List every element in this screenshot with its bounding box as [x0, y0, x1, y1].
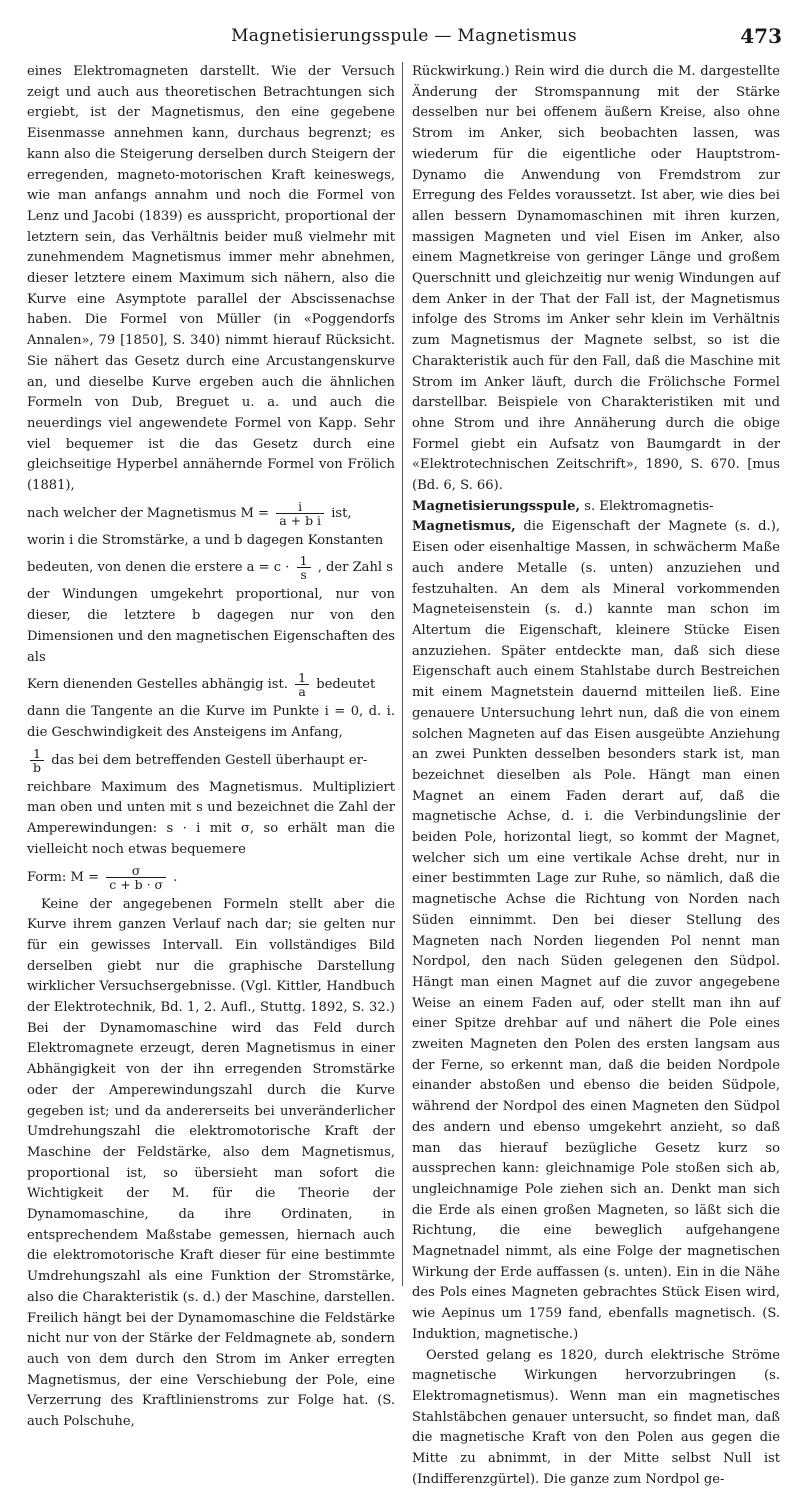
formula-froelich: [27, 497, 395, 531]
lemma-heading: Magnetismus,: [412, 519, 516, 535]
formula-text: bedeutet: [316, 677, 376, 693]
paragraph: Keine der angegebenen Formeln stellt aber die Kurve ihrem ganzen Verlauf nach dar; sie gelten nur für ein gewisses Intervall. Ein vollständiges Bild derselben giebt nur die graphische Darstellung wirklicher Versuchsergebnisse. (Vgl. Kittler, Handbuch der Elektrotechnik, Bd. 1, 2. Aufl., Stuttg. 1892, S. 32.) Bei der Dynamomaschine wird das Feld durch Elektromagnete erzeugt, deren Magnetismus in einer Abhängigkeit von der ihn erregenden Stromstärke oder der Amperewindungszahl durch die Kurve gegeben ist; und da andererseits bei unveränderlicher Umdrehungszahl die elektromotorische Kraft der Maschine der Feldstärke, also dem Magnetismus, proportional ist, so übersieht man sofort die Wichtigkeit der M. für die Theorie der Dynamomaschine, da ihre Ordinaten, in entsprechendem Maßstabe gemessen, hiernach auch die elektromotorische Kraft dieser für eine bestimmte Umdrehungszahl als eine Funktion der Stromstärke, also die Charakteristik (s. d.) der Maschine, darstellen. Freilich hängt bei der Dynamomaschine die Feldstärke nicht nur von der Stärke der Feldmagnete ab, sondern auch von dem durch den Strom im Anker erregten Magnetismus, der eine Verschiebung der Pole, eine Verzerrung des Kraftlinienstroms zur Folge hat. (S. auch Polschuhe,: [27, 896, 395, 1430]
right-column: [412, 62, 780, 1487]
entry-text: die Eigenschaft der Magnete (s. d.), Eisen oder eisenhaltige Massen, in schwächerm Maße auch andere Metalle (s. unten) anzuziehen und festzuhalten. An dem als Mineral vorkommenden Magneteisenstein (s. d.) kannte man schon im Altertum die Eigenschaft, kleinere Stücke Eisen anzuziehen. Später entdeckte man, daß sich diese Eigenschaft auch einem Stahlstabe durch Bestreichen mit einem Magnetstein dauernd mitteilen ließ. Eine genauere Untersuchung lehrt nun, daß die von einem solchen Magneten auf das Eisen ausgeübte Anziehung an zwei Punkten desselben besonders stark ist, man bezeichnet dieselben als Pole. Hängt man einen Magnet an einem Faden derart auf, daß die magnetische Achse, d. i. die Verbindungslinie der beiden Pole, horizontal liegt, so kommt der Magnet, welcher sich um eine vertikale Achse dreht, nur in einer bestimmten Lage zur Ruhe, so nämlich, daß die magnetische Achse die Richtung von Norden nach Süden einnimmt. Den bei dieser Stellung des Magneten nach Norden liegenden Pol nennt man Nordpol, den nach Süden gelegenen den Südpol. Hängt man einen Magnet auf die zuvor angegebene Weise an einem Faden auf, oder stellt man ihn auf einer Spitze drehbar auf und nähert die Pole eines zweiten Magneten den Polen des ersten langsam aus der Ferne, so erkennt man, daß die beiden Nordpole einander abstoßen und ebenso die beiden Südpole, während der Nordpol des einen Magneten den Südpol des andern und ebenso umgekehrt anzieht, so daß man das hierauf bezügliche Gesetz kurz so aussprechen kann: gleichnamige Pole stoßen sich ab, ungleichnamige Pole ziehen sich an. Denkt man sich die Erde als einen großen Magneten, so läßt sich die Richtung, die eine beweglich aufgehangene Magnetnadel nimmt, als eine Folge der magnetischen Wirkung der Erde auffassen (s. unten). Ein in die Nähe des Pols eines Magneten gebrachtes Stück Eisen wird, wie Aepinus um 1759 fand, ebenfalls magnetisch. (S. Induktion, magnetische.): [412, 519, 780, 1342]
fraction-denominator: c + b · σ: [109, 876, 164, 892]
fraction-denominator: a + b i: [279, 512, 322, 528]
formula-text: nach welcher der Magnetismus M =: [27, 505, 270, 521]
fraction: [276, 500, 324, 527]
fraction-numerator: 1: [297, 554, 311, 568]
formula-sigma: [27, 861, 395, 895]
formula-text: ist,: [331, 505, 352, 521]
lemma-heading: Magnetisierungsspule,: [412, 498, 581, 514]
fraction-denominator: b: [33, 759, 42, 775]
formula-one-over-a: [27, 668, 395, 702]
fraction: [30, 747, 44, 774]
formula-text: Kern dienenden Gestelles abhängig ist.: [27, 677, 288, 693]
fraction-numerator: 1: [295, 671, 309, 685]
paragraph: dann die Tangente an die Kurve im Punkte i = 0, d. i. die Geschwindigkeit des Ansteigens im Anfang,: [27, 704, 395, 740]
formula-one-over-b: [27, 744, 395, 778]
paragraph: eines Elektromagneten darstellt. Wie der Versuch zeigt und auch aus theoretischen Betrachtungen sich ergiebt, ist der Magnetismus, den eine gegebene Eisenmasse annehmen kann, durchaus begrenzt; es kann also die Steigerung derselben durch Steigern der erregenden, magneto-motorischen Kraft keineswegs, wie man anfangs annahm und noch die Formel von Lenz und Jacobi (1839) es ausspricht, proportional der letztern sein, das Verhältnis beider muß vielmehr mit zunehmendem Magnetismus immer mehr abnehmen, dieser letztere einem Maximum sich nähern, also die Kurve eine Asymptote parallel der Abscissenachse haben. Die Formel von Müller (in «Poggendorfs Annalen», 79 [1850], S. 340) nimmt hierauf Rücksicht. Sie nähert das Gesetz durch eine Arcustangenskurve an, und dieselbe Kurve ergeben auch die ähnlichen Formeln von Dub, Breguet u. a. und auch die neuerdings viel angewendete Formel von Kapp. Sehr viel bequemer ist die das Gesetz durch eine gleichseitige Hyperbel annähernde Formel von Frölich (1881),: [27, 64, 395, 494]
fraction-denominator: a: [298, 684, 306, 700]
paragraph: Oersted gelang es 1820, durch elektrische Ströme magnetische Wirkungen hervorzubringen (s. Elektromagnetismus). Wenn man ein magnetisches Stahlstäbchen genauer untersucht, so findet man, daß die magnetische Kraft von den Polen aus gegen die Mitte zu abnimmt, in der Mitte selbst Null ist (Indifferenzgürtel). Die ganze zum Nordpol ge-: [412, 1347, 780, 1487]
entry-magnetisierungsspule: [412, 497, 780, 518]
fraction-numerator: σ: [106, 864, 166, 878]
paragraph-text: Rückwirkung.) Rein wird die durch die M. dargestellte Änderung der Stromspannung mit der Stärke desselben nur bei offenem äußern Kreise, also ohne Strom im Anker, sich beobachten lassen, was wiederum für die eigentliche oder Hauptstrom-Dynamo die Anwendung von Fremdstrom zur Erregung des Feldes voraussetzt. Ist aber, wie dies bei allen bessern Dynamomaschinen mit ihren kurzen, massigen Magneten und viel Eisen im Anker, also einem Magnetkreise von geringer Länge und großem Querschnitt und gleichzeitig nur wenig Windungen auf dem Anker in der That der Fall ist, der Magnetismus infolge des Stroms im Anker sehr klein im Verhältnis zum Magnetismus der Magnete selbst, so ist die Charakteristik auch für den Fall, daß die Maschine mit Strom im Anker läuft, durch die Frölichsche Formel darstellbar. Beispiele von Charakteristiken mit und ohne Strom und ihre Annäherung durch die obige Formel giebt ein Aufsatz von Baumgardt in der «Elektrotechnischen Zeitschrift», 1890, S. 670.: [412, 64, 780, 473]
fraction-numerator: i: [276, 500, 324, 514]
page-number: 473: [740, 24, 782, 48]
column-divider: [402, 62, 403, 1286]
formula-text: , der Zahl s: [317, 560, 393, 576]
formula-text: .: [173, 869, 178, 885]
formula-text: Form: M =: [27, 869, 100, 885]
fraction: [295, 671, 309, 698]
formula-constant-a: [27, 551, 395, 585]
cross-reference: s. Elektromagnetis-: [584, 498, 714, 514]
paragraph: reichbare Maximum des Magnetismus. Multipliziert man oben und unten mit s und bezeichnet die Zahl der Amperewindungen: s · i mit σ, so erhält man die vielleicht noch etwas bequemere: [27, 779, 395, 857]
fraction-numerator: 1: [30, 747, 44, 761]
formula-text: das bei dem betreffenden Gestell überhaupt er-: [51, 752, 368, 768]
paragraph: [412, 62, 780, 497]
fraction-denominator: s: [300, 567, 307, 583]
left-column: [27, 62, 395, 1430]
fraction: [297, 554, 311, 581]
paragraph: der Windungen umgekehrt proportional, nur von dieser, die letztere b dagegen nur von den Dimensionen und den magnetischen Eigenschaften des als: [27, 587, 395, 665]
entry-magnetismus: [412, 517, 780, 1345]
paragraph: worin i die Stromstärke, a und b dagegen Konstanten: [27, 532, 384, 548]
page-header: [26, 22, 782, 58]
formula-text: bedeuten, von denen die erstere a = c ·: [27, 560, 290, 576]
running-title: Magnetisierungsspule — Magnetismus: [231, 26, 577, 46]
fraction: [106, 864, 166, 891]
overflow-note: [mus (Bd. 6, S. 66).: [412, 457, 780, 494]
